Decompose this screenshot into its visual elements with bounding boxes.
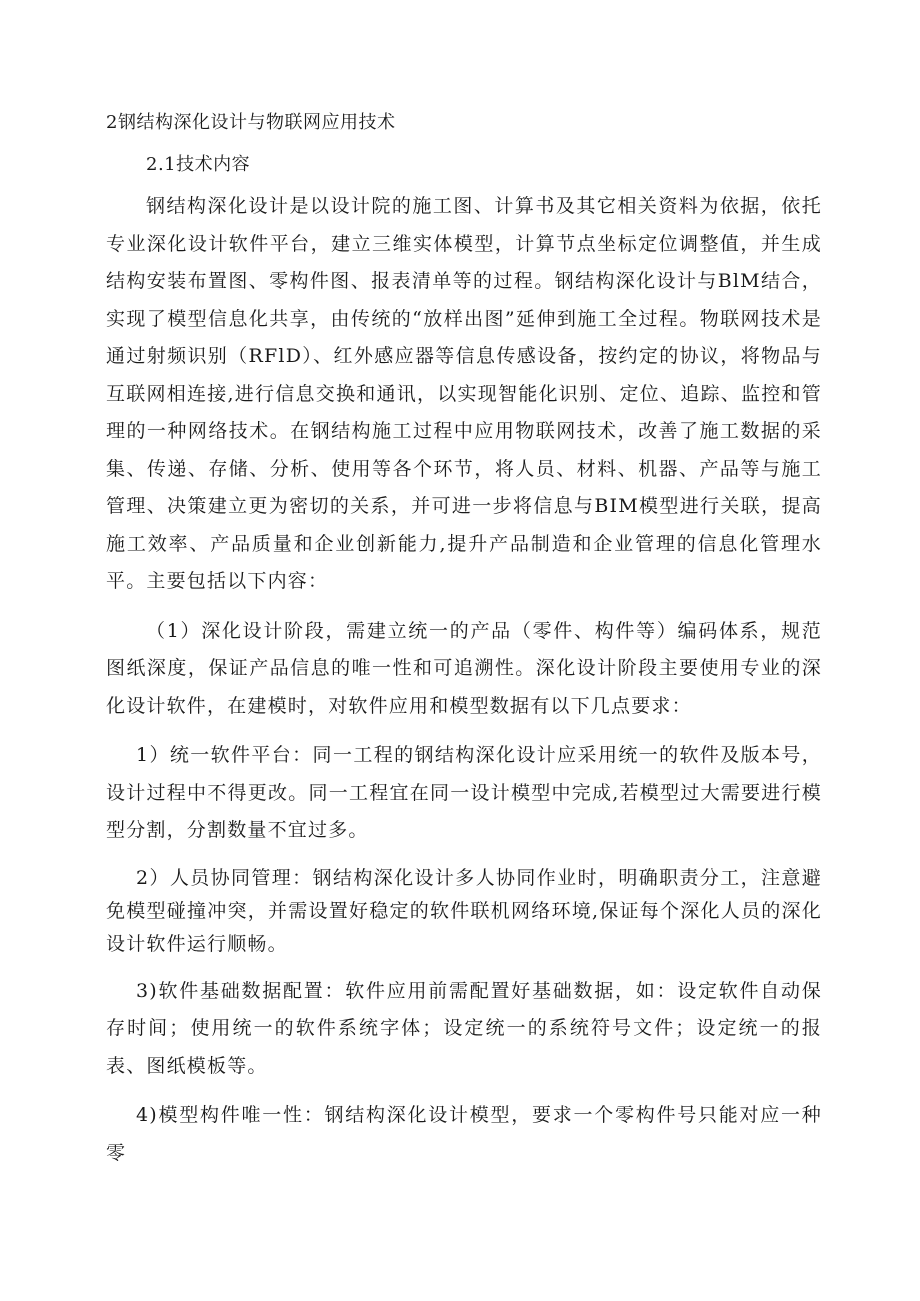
item-paragraph-4: 3)软件基础数据配置：软件应用前需配置好基础数据，如：设定软件自动保存时间；使用统一的软件系统字体；设定统一的系统符号文件；设定统一的报表、图纸模板等。 [106,979,822,1077]
item-paragraph-1: （1）深化设计阶段，需建立统一的产品（零件、构件等）编码体系，规范图纸深度，保证产品信息的唯一性和可追溯性。深化设计阶段主要使用专业的深化设计软件，在建模时，对软件应用和模型数据有以下几点要求： [106,619,822,717]
intro-paragraph: 钢结构深化设计是以设计院的施工图、计算书及其它相关资料为依据，依托专业深化设计软件平台，建立三维实体模型，计算节点坐标定位调整值，并生成结构安装布置图、零构件图、报表清单等的过程。钢结构深化设计与BlM结合，实现了模型信息化共享，由传统的“放样出图”延伸到施工全过程。物联网技术是通过射频识别（RFlD）、红外感应器等信息传感设备，按约定的协议，将物品与互联网相连接,进行信息交换和通讯，以实现智能化识别、定位、追踪、监控和管理的一种网络技术。在钢结构施工过程中应用物联网技术，改善了施工数据的采集、传递、存储、分析、使用等各个环节，将人员、材料、机器、产品等与施工管理、决策建立更为密切的关系，并可进一步将信息与BIM模型进行关联，提高施工效率、产品质量和企业创新能力,提升产品制造和企业管理的信息化管理水平。主要包括以下内容： [106,195,822,592]
item-paragraph-5: 4)模型构件唯一性：钢结构深化设计模型，要求一个零构件号只能对应一种零 [106,1104,822,1164]
section-heading: 2钢结构深化设计与物联网应用技术 [106,112,396,133]
item-paragraph-2: 1）统一软件平台：同一工程的钢结构深化设计应采用统一的软件及版本号，设计过程中不得更改。同一工程宜在同一设计模型中完成,若模型过大需要进行模型分割，分割数量不宜过多。 [106,744,822,841]
item-paragraph-3: 2）人员协同管理：钢结构深化设计多人协同作业时，明确职责分工，注意避免模型碰撞冲突，并需设置好稳定的软件联机网络环境,保证每个深化人员的深化设计软件运行顺畅。 [106,866,822,955]
document-body [106,104,822,1172]
subsection-heading: 2.1技术内容 [146,154,251,175]
